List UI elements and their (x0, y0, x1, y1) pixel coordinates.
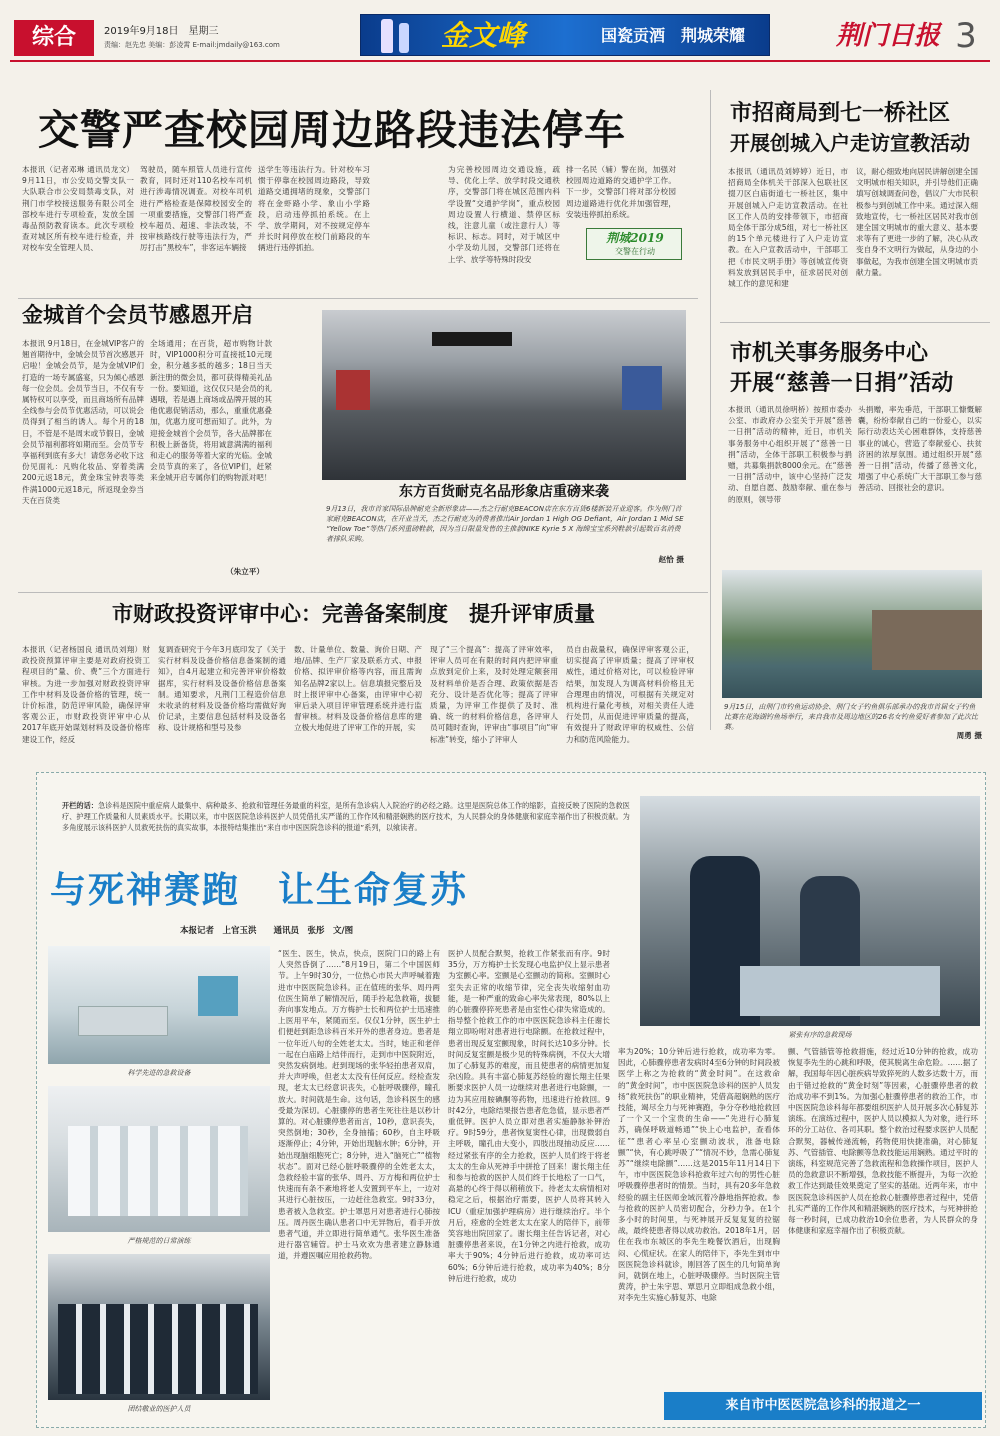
feature-col-4: 颤、气管插管等抢救措施，经过近10分钟的抢救，成功恢复李先生的心跳和呼吸，使其脱离生命危险。……据了解，我国每年因心脏疾病导致猝死的人数多达数十万，而由于错过抢救的“黄金时刻”等因素，心脏骤停患者的救治成功率不到1%。为加强心脏骤停患者的救治工作，市中医医院急诊科每年都要组织医护人员开展多次心肺复苏演练。在演练过程中，医护人员以模拟人为对象，进行环环的分工站位、各司其职。整个救治过程要求医护人员配合默契，器械传递流畅，药物使用快捷准确，对心肺复苏、气管插管、电除颤等急救技能运用娴熟。通过平时的演练，科室规范完善了急救流程和急救操作项目，医护人员的急救意识不断增强，急救技能不断提升，为每一次抢救工作达到最佳效果奠定了坚实的基础。近两年来，市中医医院急诊科医护人员在抢救心脏骤停患者过程中，凭借扎实严谨的工作作风和精湛娴熟的医疗技术，与死神拼抢每一秒时间，已成功救治10余位患者，为人民群众的身体健康和家庭幸福作出了积极贡献。 (788, 1047, 978, 1236)
equipment-bed (78, 1006, 168, 1036)
finance-col-4: 现了“三个提高”：提高了评审效率，评审人员可在有限的时间内把评审重点放到定价上来，及时处理定额套用及材料单价是否合理、政策依据是否充分、设计是否优化等；提高了评审质量，为评审工作提供了及时、准确、统一的材料价格信息，各评审人员可随时查询，评审由“事项目”向“审标准”转变，缩小了评审人 (430, 645, 558, 744)
finance-col-5: 员自由裁量权，确保评审客观公正，切实提高了评审质量；提高了评审权威性，通过价格对比，可以检验评审结果，加发现人为调高材料价格且无合理理由的情况，可根据有关规定对机构进行量化考核，对相关责任人进行处罚，从而促进评审质量的提高，有效提升了财政评审的权威性、公信力和防范风险能力。 (566, 645, 694, 744)
liquor-bottle-icon-2 (399, 23, 409, 53)
feature-intro-label: 开栏的话： (62, 801, 98, 810)
campaign-logo-title: 荆城2019 (606, 231, 664, 245)
traffic-headline: 交警严查校园周边路段违法停车 (38, 106, 626, 154)
nike-photo-title: 东方百货耐克名品形象店重磅来袭 (399, 484, 609, 500)
member-day-headline: 金城首个会员节感恩开启 (22, 302, 253, 327)
ad-slogan: 国瓷贡酒 荆城荣耀 (601, 26, 746, 45)
paper-name: 荆门日报 (836, 21, 941, 51)
finance-col-2: 复调查研究于今年3月底印发了《关于实行材料及设备价格信息备案制的通知》，自4月起建立和完善评审价格数据库，实行材料及设备价格信息备案制。通知要求，凡荆门工程造价信息未收录的材料及设备价格均需做好询价记录，主要信息包括材料及设备名称、设计规格和型号及参 (158, 645, 286, 733)
feature-byline: 本报记者 上官玉洪 通讯员 张彤 文/图 (180, 926, 354, 936)
feature-col-1: “医生、医生，快点，快点，医院门口的路上有人突然昏倒了……”8月19日，第二个中国医师节。上午9时30分，一位热心市民大声呼喊着跑进市中医医院急诊科。正在值班的张华、周丹两位医生简单了解情况后，随手拎起急救箱，拔腿奔向事发地点。万方梅护士长和两位护士迅速推上医用平车，紧随而至。仅仅1分钟，医生护士们便赶到距急诊科百米开外的患者身边。患者是一位年近八旬的全姓老太太。当时，她正和老伴一起在白庙路上结伴而行，走到市中医院附近，突然发病倒地。赶到现场的张华轻拍患者双肩，并大声呼唤，但老太太没有任何反应。经检查发现，老太太已经意识丧失，心脏呼吸骤停，瞳孔放大。时间就是生命。这句话，急诊科医生的感受最为深切。心脏骤停的患者生死往往是以秒计算的。对心脏骤停患者而言，10秒，意识丧失，突然倒地；30秒，全身抽搐；60秒，自主呼吸逐渐停止；4分钟，开始出现脑水肿；6分钟，开始出现脑细胞死亡；8分钟，进入“脑死亡”“植物状态”。面对已经心脏呼吸骤停的全姓老太太，急救经验丰富的张华、周丹、万方梅和两位护士快速而有条不紊地将老人安置到平车上，一边对其进行心脏按压，一边赶往急救室。9时33分，患者被入急救室。护士罩思月对患者进行心肺按压。周丹医生确认患者口中无异物后，看手开放患者气道，并立即进行简单通气。张华医生准备进行器官辅管。护士马欢欢为患者建立静脉通道，并遵医嘱应用抢救药物。 (278, 949, 440, 1261)
team-caption: 团结敬业的医护人员 (127, 1405, 191, 1413)
fishing-photo-credit: 周勇 摄 (956, 731, 982, 740)
nike-photo-caption: 9月13日，我市首家国际品牌耐克全新形象店——杰之行耐克BEACON店在东方百货6楼新装开业迎客。作为荆门首家耐克BEACON店，在开业当天，杰之行耐克为消费者推出Air Jordan 1 High OG Defiant，Air Jordan 1 Mid SE “Yellow Toe”等热门系列重磅鞋款，因为当日限量发售的主推款NIKE Kyrie 5 X 海绵宝宝系列鞋款引起数百名消费者排队采购。 (326, 505, 684, 543)
store-display-blue (622, 366, 662, 410)
equipment-monitor (198, 976, 238, 1016)
feature-intro (62, 800, 632, 856)
merchants-headline-1: 市招商局到七一桥社区 (730, 100, 951, 126)
drill-photo (48, 1086, 270, 1232)
page-number: 3 (955, 16, 977, 56)
nike-store-photo (322, 310, 686, 480)
member-day-byline: （朱立平） (226, 567, 264, 576)
patient-bed (740, 966, 940, 1016)
feature-col-2: 医护人员配合默契，抢救工作紧张而有序。9时35分，万方梅护士长发现心电监护仪上显示患者为室颤心率。室颤是心室颤动的简称。室颤时心室失去正常的收缩节律，完全丧失收缩射血功能，是一种严重的致命心率失常表现，80%以上的心脏骤停猝死患者是由室性心律失常造成的。指导整个抢救工作的市中医医院急诊科主任谢长翔立即吩咐对患者进行电除颤。在抢救过程中，患者出现反复室颤现象，时间长达10多分钟。长时间反复室颤是极少见的特殊病例，不仅大大增加了心肺复苏的难度，而且使患者的病情更加复杂凶险。具有丰富心肺复苏经验的谢长翔主任果断要求医护人员一边继续对患者进行电除颤，一边为其应用胺碘酮等药物，迅速进行抢救回。9时42分，电除结果报告患者危急值，显示患者严重低钾。医护人员立即对患者实施静脉补钾治疗。9时59分，患者恢复窦性心律，出现微弱自主呼吸，瞳孔由大变小，四肢出现抽动反应……经过紧张有序的全力抢救，医护人员们终于将老太太的生命从死神手中拼抢了回来！谢长翔主任和参与抢救的医护人员们终于长地松了一口气，高悬的心终于得以稍稍放下。待老太太病情相对稳定之后，根据治疗需要，医护人员将其转入ICU（重症加强护理病房）进行继续治疗。半个月后，痊愈的全姓老太太在家人的陪伴下，前带笑容地出院回家了。谢长翔主任告诉记者，对心脏骤停患者来说，在1分钟之内进行抢救，成功率大于90%；4分钟后进行抢救，成功率可达60%；6分钟后进行抢救，成功率为40%；8分钟后进行抢救，成功 (448, 949, 610, 1283)
nurse-row (68, 1126, 248, 1216)
charity-col-2: 头捐赠，率先垂范，干部职工慷慨解囊，纷纷奉献自己的一份爱心，以实际行动表达关心困难群体，支持慈善事业的诚心，营造了奉献爱心、扶贫济困的浓厚氛围。通过组织开展“慈善一日捐”活动，传播了慈善文化，增强了中心系统广大干部职工参与慈善活动、回报社会的意识。 (858, 405, 982, 493)
team-group (58, 1304, 258, 1394)
campaign-logo-badge (586, 228, 682, 260)
merchants-headline-2: 开展创城入户走访宣教活动 (730, 131, 970, 155)
campaign-logo-sub: 交警在行动 (615, 247, 655, 256)
traffic-col-4: 为完善校园周边交通设施，疏导、优化上学、放学时段交通秩序，交警部门将在城区范围内科学设置“交通护学岗”，重点校园周边设置人行横道、禁停区标线，注意儿童（或注意行人）等标识、标志。同时，对于城区中小学及幼儿园，交警部门还将在上学、放学等特殊时段安 (448, 165, 560, 264)
member-day-col-1: 本报讯 9月18日，在金城VIP客户的翘首期待中，金城会员节首次感恩开启啦！金城会员节，是为金城VIP们打造的一场专属盛宴，只为倾心感恩每一位会员。会员节当日，不仅有专属特权可以享受，而且商场所有品牌全线参与会员节优惠活动，可以说会员得到了相当的诱人。每个月的18日，不管是不是周末或节假日，金城会员节福利都将如期而至。会员节专享福利到底有多大！请您务必收下这份见面礼：凡购化妆品、穿着类满200元返18元，黄金珠宝钟表等类件满1000元返18元，所返现金券当天在百货类 (22, 339, 144, 505)
issue-date: 2019年9月18日 星期三 (104, 26, 219, 37)
finance-col-3: 数、计量单位、数量、询价日期、产地/品牌、生产厂家及联系方式、申报价格、拟评审价格等内容，而且需询知名品牌2家以上。信息填报完整后及时上报评审中心备案，由评审中心初审后录入项目评审管理系统并进行监督审核。材料及设备价格信息库的建立极大地促进了评审工作的开展，实 (294, 645, 422, 733)
fishing-photo (722, 570, 982, 698)
rescue-scene-photo (640, 796, 980, 1026)
charity-headline-1: 市机关事务服务中心 (730, 340, 929, 366)
masthead-rule (10, 60, 990, 62)
feature-intro-text: 急诊科是医院中重症病人最集中、病种最多、抢救和管理任务最重的科室，是所有急诊病人入院治疗的必经之路。这里是医院总体工作的缩影，直接反映了医院的急救医疗、护理工作质量和人员素质水平。长期以来，市中医医院急诊科医护人员凭借扎实严谨的工作作风和精湛娴熟的医疗技术，为人民群众的身体健康和家庭幸福作出了积极贡献。为多角度展示该科医护人员救死扶伤的真实故事，本报特结集推出“来自市中医医院急诊科的报道”系列，以飨读者。 (62, 801, 630, 832)
store-signboard (432, 332, 512, 346)
feature-headline: 与死神赛跑 让生命复苏 (50, 870, 469, 911)
feature-col-3: 率为20%；10分钟后进行抢救，成功率为零。因此，心肺骤停患者发病时4至6分钟的时间段被医学上称之为抢救的“黄金时间”。在这救命的“黄金时间”，市中医医院急诊科的医护人员发扬“救死扶伤”的职业精神，凭借高超娴熟的医疗技能，竭尽全力与死神赛跑，争分夺秒地抢救回了一个又一个宝贵的生命——“先进行心肺复苏，确保呼吸道畅通”“快上心电监护，查看体征”“患者心率呈心室颤动波状，准备电除颤”“快，有心跳呼吸了”“情况不妙，急需心肺复苏”“继续电除颤”……这是2015年11月14日下午，市中医医院急诊科抢救年过六旬的男性心脏呼吸骤停患者时的情景。当时，具有20多年急救经验的副主任医师金域沉着冷静地指挥抢救。参与抢救的医护人员密切配合，分秒力争。在1个多小时的时间里，与死神展开反复复复的拉锯战，最终使患者得以成功救治。2018年1月，居住在我市东城区的李先生晚餐饮酒后，出现胸闷、心慌症状。在家人的陪伴下，李先生到市中医医院急诊科就诊，刚回答了医生的几句简单询问，就倒在地上，心脏呼吸骤停。当时医院主管黄涛，护士朱宇思、覃思月立即组成急救小组，对李先生实施心肺复苏、电除 (618, 1047, 780, 1303)
right-column-divider (710, 90, 711, 730)
finance-col-1: 本报讯（记者杨国良 通讯员刘翔）财政投资预算评审主要是对政府投资工程项目的“量、价、费”三个方面进行审核。为进一步加强对财政投资评审工作中材料及设备价格的管理，统一计价标准，防范评审风险，确保评审客观公正，市财政投资评审中心从2017年底开始谋划材料及设备价格库建设工作，经反 (22, 645, 150, 744)
ad-brand: 金文峰 (441, 19, 526, 52)
fishing-photo-caption: 9月15日，由荆门市钓鱼运动协会、荆门女子钓鱼俱乐部承办的我市首届女子钓鱼比赛在花海湖钓鱼场举行，来自我市及周边地区的26名女钓鱼爱好者参加了此次比赛。 (724, 703, 978, 731)
series-tag: 来自市中医医院急诊科的报道之一 (664, 1392, 982, 1420)
fishing-bank (872, 610, 982, 670)
traffic-col-3: 送学生等违法行为。针对校车习惯于停靠在校园周边路段，导致道路交通拥堵的现象，交警部门将在金虾路小学、象山小学路段，启动违停抓拍系统。在上学、放学期间，对不按规定停车并长时间停放在校门前路段的车辆进行违停抓拍。 (258, 165, 370, 253)
rescue-scene-caption: 紧张有序的急救现场 (788, 1031, 852, 1039)
finance-headline: 市财政投资评审中心：完善备案制度 提升评审质量 (112, 601, 595, 626)
masthead (0, 0, 1000, 62)
drill-caption: 严格规范的日常演练 (127, 1237, 191, 1245)
charity-headline-2: 开展“慈善一日捐”活动 (730, 370, 954, 396)
member-day-col-2: 全场通用；在百货，超市购物计款时，VIP1000积分可直接抵10元现金，积分越多抵的越多；18日当天新注册的微会员，都可获得精美礼品一份。要知道，这仅仅只是会员的礼遇哦，若是遇上商场或品牌开展的其他优惠促销活动，那么，重重优惠叠加，优惠力度可想而知了。此外，为迎接金城首个会员节，各大品牌都在积极上新备货，将用诚意满满的福利和走心的服务等着大家的光临。金城会员节真的来了，各位VIP们，赶紧来金城开启专属你们的购物派对吧！ (150, 339, 272, 483)
liquor-bottle-icon (381, 19, 393, 53)
merchants-col-1: 本报讯（通讯员刘婷婷）近日，市招商局全体机关干部深入包联社区掇刀区白庙街道七一桥社区，集中开展创城入户走访宣教活动。在社区工作人员的安排带领下，市招商局全体干部分成5组，对七一桥社区的15个单元楼进行了入户走访宣教。在入户宣教活动中，干部耶工把《市民文明手册》等创城宣传资料发放到居民手中，征求居民对创城工作的意见和建 (728, 167, 848, 289)
nike-photo-credit: 赵恰 摄 (658, 555, 684, 564)
editors-line: 责编：赵先忠 美编：彭凌霄 E-mail:jmdaily@163.com (104, 41, 280, 49)
section-tag: 综合 (14, 20, 94, 56)
charity-col-1: 本报讯（通讯员徐明桥）按照市委办公室、市政府办公室关于开展“慈善一日捐”活动的精神，近日，市机关事务服务中心组织开展了“慈善一日捐”活动，全体干部职工积极参与捐赠，共募集捐款8000余元。在“慈善一日捐”活动中，该中心坚持广泛发动、自愿自愿、鼓励奉献、重在参与的原则，领导带 (728, 405, 852, 504)
traffic-col-1: 本报讯（记者邓琳 通讯员龙文）9月11日，市公安局交警支队一大队联合市公安局禁毒支队，对荆门市学校接送服务有限公司全部校车进行专项检查，发放全国毒品预防教育读本。此次专项检查对城区所有校车进行检查，并对校车安全管理人员、 (22, 165, 134, 253)
team-photo (48, 1254, 270, 1400)
equipment-caption: 科学先进的急救设备 (127, 1069, 191, 1077)
equipment-photo (48, 946, 270, 1064)
traffic-col-2: 驾驶员，随车照管人员进行宣传教育，同时还对110名校车司机进行涉毒情况调查。对校车司机进行严格检查是保障校园安全的一项重要措施，交警部门将严查校车超员、超速、非法改装，不按审核路线行驶等违法行为，严厉打击“黑校车”，非客运车辆接 (140, 165, 252, 253)
merchants-col-2: 议，耐心细致地向居民讲解创建全国文明城市相关知识，并引导他们正确填写创城调查问卷，倡议广大市民积极参与到创城工作中来。通过深入细致地宣传，七一桥社区居民对我市创建全国文明城市的重大意义、基本要求等有了更进一步的了解，决心从改变自身不文明行为做起，从身边的小事做起，为我市创建全国文明城市贡献力量。 (856, 167, 978, 277)
section-rule (18, 298, 698, 299)
store-display-red (336, 370, 370, 410)
masthead-ad (360, 14, 770, 56)
right-rule-1 (720, 322, 990, 323)
section-rule-2 (18, 592, 708, 593)
traffic-col-5: 排一名民（辅）警在岗，加强对校园周边道路的交通护学工作。下一步，交警部门将对部分校园周边道路进行优化并加强管理，安装违停抓拍系统。 (566, 165, 676, 219)
